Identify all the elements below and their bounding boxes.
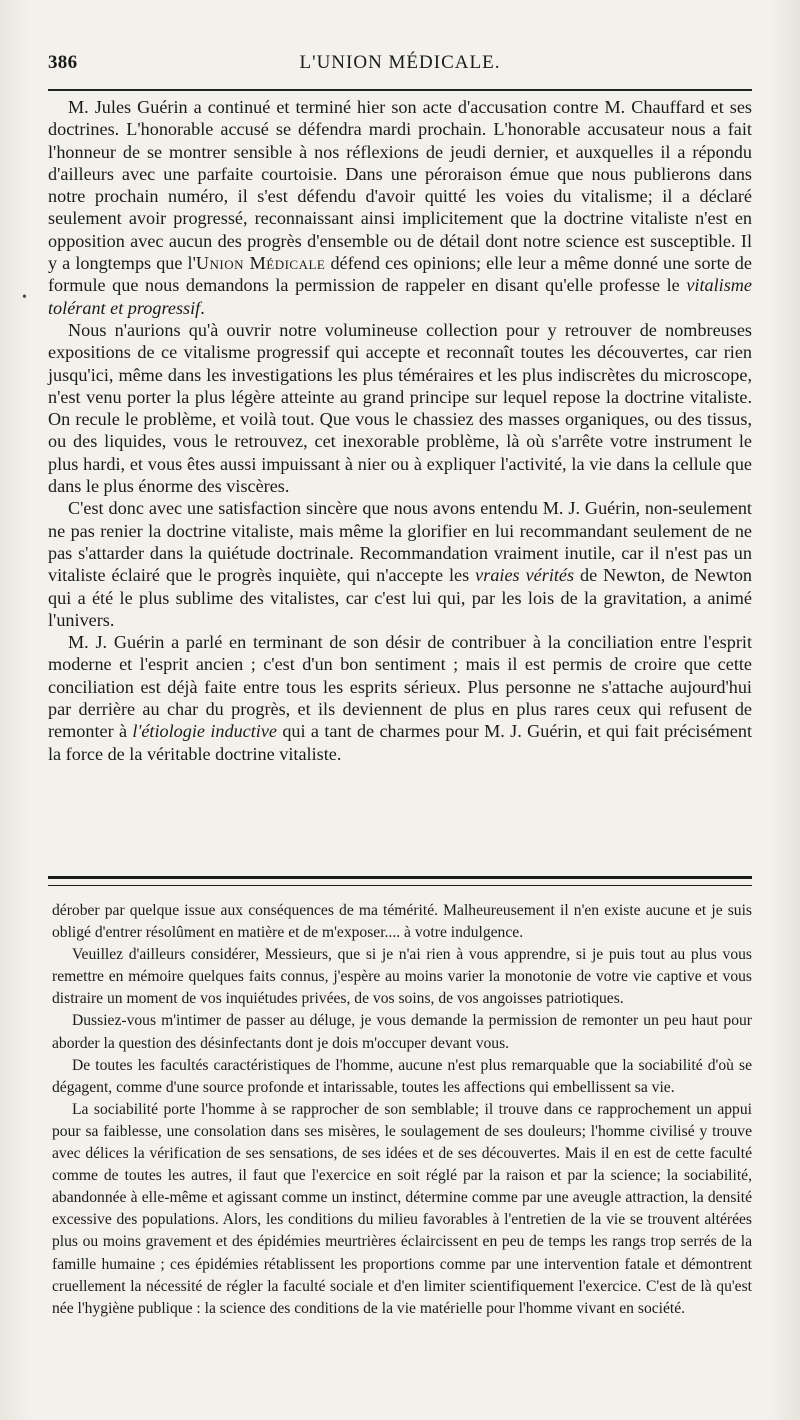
feuilleton-paragraph-1: dérober par quelque issue aux conséquences de ma témérité. Malheureusement il n'en existe aucune et je suis obligé d'entrer résolûment en matière et de m'exposer.... à votre indulgence. — [52, 902, 752, 942]
article-paragraph-2: Nous n'aurions qu'à ouvrir notre volumineuse collection pour y retrouver de nombreuses expositions de ce vitalisme progressif qui accepte et reconnaît toutes les découvertes, car rien jusqu'ici, même dans les investigations les plus téméraires et les plus indiscrètes du microscope, n'est venu porter la plus légère atteinte au grand principe sur lequel repose la doctrine vitaliste. On recule le problème, et voilà tout. Que vous le chassiez des masses organiques, ou des tissus, ou des liquides, vous le retrouvez, cet inexorable problème, là où s'arrête votre instrument le plus hardi, et vous êtes aussi impuissant à nier ou à expliquer l'activité, la vie dans la cellule que dans le plus énorme des viscères. — [48, 319, 752, 497]
feuilleton-section — [52, 900, 752, 1320]
emphasis-vraies-verites: vraies vérités — [475, 565, 575, 586]
page-number: 386 — [48, 52, 78, 73]
feuilleton-paragraph-5: La sociabilité porte l'homme à se rapprocher de son semblable; il trouve dans ce rapprochement un appui pour sa faiblesse, une consolation dans ses misères, le soulagement de ses douleurs; l'homme civilisé y trouve avec délices la vérification de ses sensations, de ses idées et de ses découvertes. Mais il en est de cette faculté comme de toutes les autres, il faut que l'exercice en soit réglé par la raison et par la science; la sociabilité, abandonnée à elle-même et agissant comme un instinct, détermine comme par une aveugle attraction, la densité excessive des populations. Alors, les conditions du milieu favorables à l'entretien de la vie se trouvent altérées plus ou moins gravement et des épidémies meurtrières éclaircissent en peu de temps les rangs trop serrés de la famille humaine ; ces épidémies rétablissent les proportions comme par une intervention fatale et démontrent cruellement la nécessité de régler la faculté sociale et d'en limiter scientifiquement l'exercice. C'est de là qu'est née l'hygiène publique : la science des conditions de la vie matérielle pour l'homme vivant en société. — [52, 1100, 752, 1317]
running-header — [48, 52, 752, 80]
header-rule — [48, 89, 752, 91]
emphasis-vitalisme: vitalisme tolérant et progressif — [48, 275, 752, 318]
article-paragraph-4: M. J. Guérin a parlé en terminant de son désir de contribuer à la conciliation entre l'esprit moderne et l'esprit ancien ; c'est d'un bon sentiment ; mais il est permis de croire que cette conciliation est déjà faite entre tous les esprits sérieux. Plus personne ne s'attache aujourd'hui par derrière au char du progrès, et ils deviennent de plus en plus rares ceux qui refusent de remonter à l'étiologie inductive qui a tant de charmes pour M. J. Guérin, et qui fait précisément la force de la véritable doctrine vitaliste. — [48, 632, 752, 764]
feuilleton-paragraph-4: De toutes les facultés caractéristiques de l'homme, aucune n'est plus remarquable que la sociabilité d'où se dégagent, comme d'une source profonde et intarissable, toutes les affections qui embellissent sa vie. — [52, 1056, 752, 1096]
journal-name-smallcaps: Union Médicale — [195, 253, 326, 274]
article-paragraph-3: C'est donc avec une satisfaction sincère que nous avons entendu M. J. Guérin, non-seulement ne pas renier la doctrine vitaliste, mais même la glorifier en lui recommandant seulement de ne pas s'attarder dans la quiétude doctrinale. Recommandation vraiment inutile, car il n'est pas un vitaliste éclairé que le progrès inquiète, qui n'accepte les vraies vérités de Newton, de Newton qui a été le plus sublime des vitalistes, car c'est lui qui, par les lois de la gravitation, a animé l'univers. — [48, 498, 753, 630]
margin-mark: • — [22, 290, 27, 305]
feuilleton-paragraph-2: Veuillez d'ailleurs considérer, Messieurs, que si je n'ai rien à vous apprendre, si je puis tout au plus vous remettre en mémoire quelques faits connus, j'espère au moins varier la monotonie de votre vie captive et vous distraire un moment de vos inquiétudes privées, de vos soins, de vos angoisses patriotiques. — [52, 946, 752, 1008]
emphasis-etiologie: l'étiologie inductive — [132, 721, 277, 742]
feuilleton-paragraph-3: Dussiez-vous m'intimer de passer au déluge, je vous demande la permission de remonter un peu haut pour aborder la question des désinfectants dont je dois m'occuper devant vous. — [52, 1012, 752, 1052]
section-divider — [48, 876, 752, 886]
article-paragraph-1: M. Jules Guérin a continué et terminé hier son acte d'accusation contre M. Chauffard et ses doctrines. L'honorable accusé se défendra mardi prochain. L'honorable accusateur nous a fait l'honneur de se montrer sensible à nos réflexions de jeudi dernier, et auxquelles il a répondu d'ailleurs avec une parfaite courtoisie. Dans une péroraison émue que nous publierons dans notre prochain numéro, il s'est défendu d'avoir quitté les voies du vitalisme; il a déclaré seulement avoir progressé, reconnaissant ainsi implicitement que la doctrine vitaliste n'est en opposition avec aucun des progrès d'ensemble ou de détail dont notre science est susceptible. Il y a longtemps que l'Union Médicale défend ces opinions; elle leur a même donné une sorte de formule que nous demandons la permission de rappeler en disant qu'elle professe le vitalisme tolérant et progressif. — [48, 97, 752, 318]
journal-title: L'UNION MÉDICALE. — [299, 52, 501, 73]
main-article — [48, 96, 752, 765]
